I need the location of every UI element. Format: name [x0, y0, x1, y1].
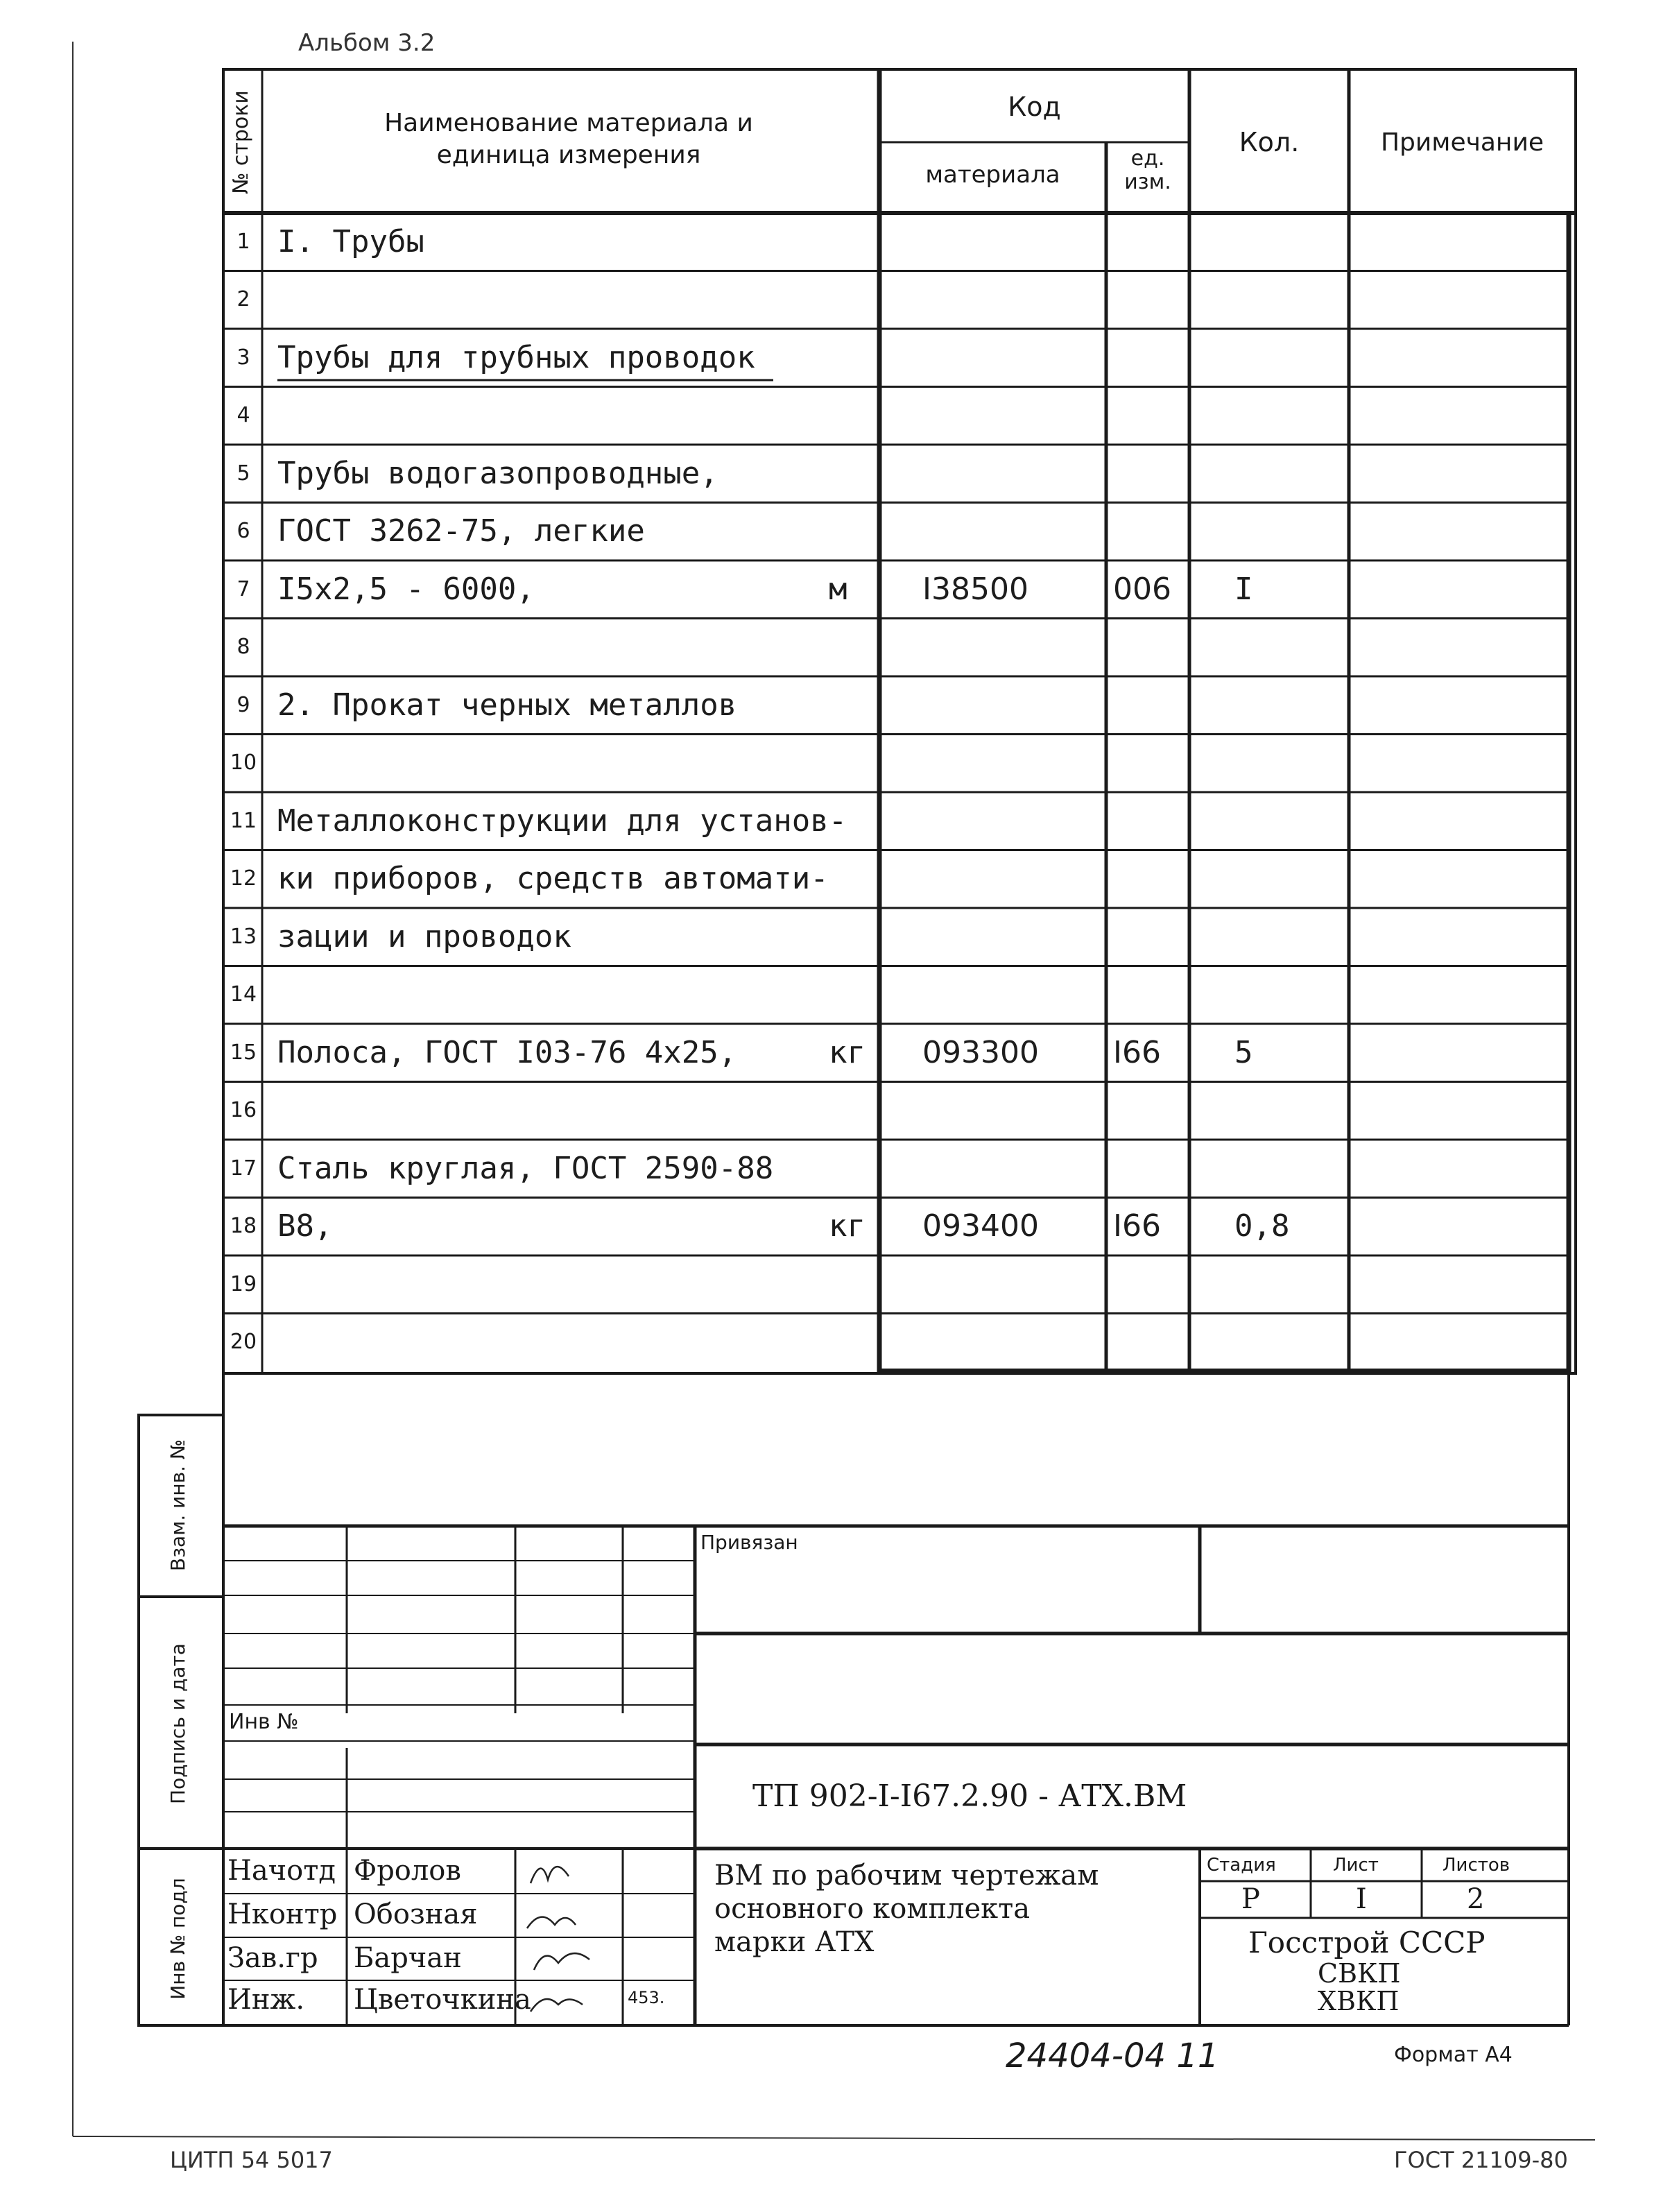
row-number: 13 [230, 924, 257, 949]
signatory-name: Фролов [354, 1855, 461, 1887]
doc-title-line1: ВМ по рабочим чертежам [714, 1860, 1099, 1892]
code-group-header: Код [1008, 92, 1061, 122]
format-label: Формат А4 [1394, 2043, 1513, 2067]
row-number: 16 [230, 1098, 257, 1123]
row-number: 17 [230, 1156, 257, 1181]
signatory-role: Зав.гр [227, 1942, 318, 1974]
row-number: 14 [230, 982, 257, 1007]
handwritten-number: 24404-04 11 [1006, 2037, 1219, 2075]
row-number: 20 [230, 1330, 257, 1355]
sheets-header: Листов [1443, 1855, 1510, 1876]
material-name: Металлоконструкции для установ- [277, 803, 847, 839]
signatory-role: Инж. [227, 1984, 305, 2016]
row-number: 7 [236, 576, 250, 601]
row-number: 3 [236, 345, 250, 370]
row-number: 15 [230, 1040, 257, 1065]
unit-text: кг [829, 1034, 866, 1070]
material-name: I. Трубы [277, 223, 424, 259]
unit-code: 006 [1113, 571, 1171, 607]
org-line2: СВКП [1318, 1958, 1401, 1989]
signatory-role: Начотд [227, 1855, 336, 1887]
row-number: 11 [230, 808, 257, 833]
row-number: 1 [236, 229, 250, 254]
org-line1: Госстрой СССР [1248, 1926, 1486, 1960]
sheet-value: I [1356, 1883, 1367, 1915]
code-unit-header: ед. изм. [1124, 146, 1171, 194]
row-number: 8 [236, 635, 250, 660]
quantity: 0,8 [1234, 1208, 1290, 1244]
row-number: 9 [236, 692, 250, 717]
material-name: 2. Прокат черных металлов [277, 687, 737, 723]
material-name: I5x2,5 - 6000, [277, 571, 535, 607]
material-name: B8, [277, 1208, 333, 1244]
row-number: 19 [230, 1271, 257, 1296]
material-code: 093300 [922, 1034, 1039, 1070]
footer-right: ГОСТ 21109-80 [1394, 2147, 1568, 2173]
material-name: Полоса, ГОСТ I03-76 4x25, [277, 1034, 737, 1070]
stage-value: Р [1241, 1883, 1260, 1915]
date-mark: 453. [628, 1988, 665, 2007]
doc-title-line2: основного комплекта [714, 1893, 1031, 1925]
material-name: Трубы для трубных проводок [277, 339, 755, 375]
side-label-inv: Инв № подл [166, 1878, 189, 2000]
quantity: I [1234, 571, 1253, 607]
signatory-role: Нконтр [227, 1898, 338, 1930]
row-number: 2 [236, 287, 250, 312]
doc-title-line3: марки АТХ [714, 1926, 875, 1958]
unit-text: м [829, 571, 847, 607]
material-name: Трубы водогазопроводные, [277, 455, 718, 491]
sheets-value: 2 [1467, 1883, 1485, 1915]
qty-header: Кол. [1239, 127, 1300, 157]
material-name: ки приборов, средств автомати- [277, 861, 829, 897]
row-number: 5 [236, 461, 250, 486]
row-number: 12 [230, 866, 257, 891]
signatory-name: Барчан [354, 1942, 462, 1974]
signatory-name: Обозная [354, 1898, 478, 1930]
note-header: Примечание [1380, 128, 1544, 157]
privyazan-label: Привязан [700, 1531, 798, 1554]
material-code: 093400 [922, 1208, 1039, 1244]
side-label-podpis: Подпись и дата [166, 1643, 189, 1804]
name-column-header: Наименование материала и единица измерения [384, 109, 753, 169]
row-number: 6 [236, 519, 250, 544]
unit-code: I66 [1113, 1034, 1161, 1070]
document-code: ТП 902-I-I67.2.90 - АТХ.ВМ [752, 1778, 1187, 1814]
inv-no-label: Инв № [229, 1710, 299, 1734]
code-material-header: материала [925, 161, 1060, 189]
stage-header: Стадия [1207, 1855, 1276, 1876]
material-name: Сталь круглая, ГОСТ 2590-88 [277, 1150, 774, 1186]
footer-left: ЦИТП 54 5017 [170, 2147, 333, 2173]
quantity: 5 [1234, 1034, 1253, 1070]
side-label-vzam: Взам. инв. № [166, 1439, 189, 1572]
material-code: I38500 [922, 571, 1028, 607]
row-number: 10 [230, 751, 257, 775]
row-no-header: № строки [229, 90, 253, 194]
top-note: Альбом 3.2 [298, 29, 436, 57]
unit-text: кг [829, 1208, 866, 1244]
row-number: 4 [236, 403, 250, 428]
row-number: 18 [230, 1214, 257, 1239]
unit-code: I66 [1113, 1208, 1161, 1244]
material-name: ГОСТ 3262-75, легкие [277, 513, 645, 549]
org-line3: ХВКП [1318, 1986, 1400, 2016]
signatory-name: Цветочкина [354, 1984, 531, 2016]
sheet-header: Лист [1333, 1855, 1379, 1876]
material-name: зации и проводок [277, 918, 571, 954]
